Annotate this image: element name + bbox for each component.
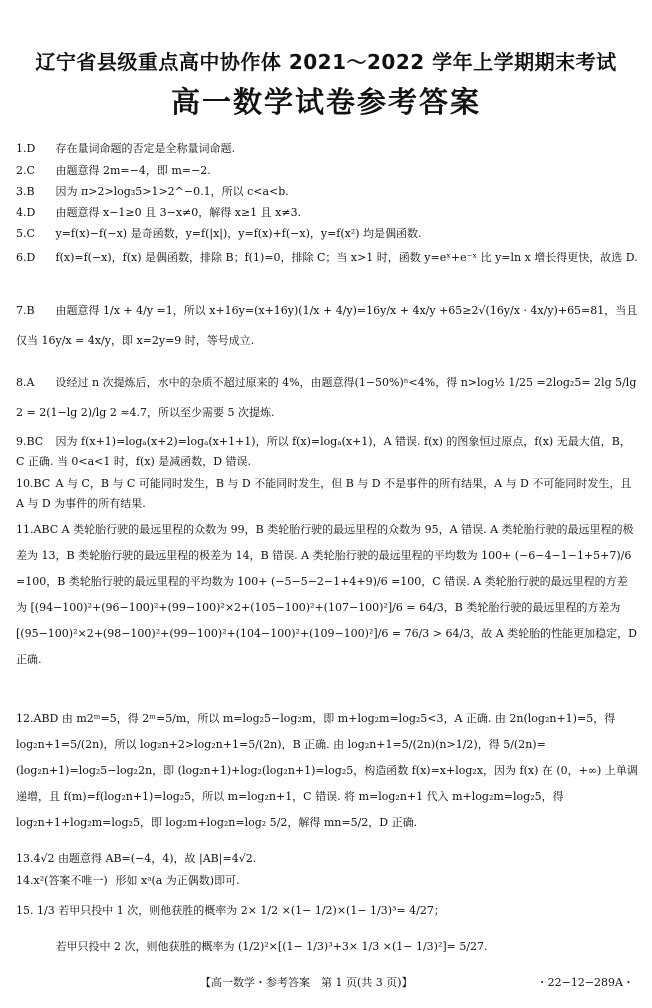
answer-6 [16, 248, 638, 268]
answer-4-text: 由题意得 x−1≥0 且 3−x≠0，解得 x≥1 且 x≠3. [55, 206, 302, 219]
answer-13-text: 由题意得 AB=(−4，4)，故 |AB|=4√2. [58, 852, 257, 865]
answer-14-number: 14.x²(答案不唯一) [16, 874, 108, 887]
answer-5 [16, 227, 638, 241]
answer-10-number: 10.BC [16, 477, 51, 490]
answer-1-text: 存在量词命题的否定是全称量词命题. [55, 142, 235, 155]
answer-15-continued-text: 若甲只投中 2 次，则他获胜的概率为 (1/2)²×[(1− 1/3)³+3× 1/3 ×(1− 1/3)²]= 5/27. [55, 940, 488, 953]
answer-8 [16, 368, 638, 428]
answer-13 [16, 852, 638, 866]
answer-4 [16, 206, 638, 220]
answer-1 [16, 142, 638, 156]
answer-12 [16, 706, 638, 836]
answer-3 [16, 185, 638, 199]
answer-15 [16, 904, 638, 918]
answer-6-number: 6.D [16, 251, 36, 264]
answer-3-number: 3.B [16, 185, 35, 198]
answer-9-number: 9.BC [16, 435, 44, 448]
answer-2-text: 由题意得 2m=−4，即 m=−2. [55, 164, 211, 177]
answer-15-continued [16, 940, 638, 954]
answer-6-text: f(x)=f(−x)，f(x) 是偶函数，排除 B；f(1)=0，排除 C；当 x>1 时，函数 y=eˣ+e⁻ˣ 比 y=ln x 增长得更快，故选 D. [55, 251, 638, 264]
answer-10-text: A 与 C，B 与 C 可能同时发生，B 与 D 不能同时发生，但 B 与 D 不是事件的所有结果，A 与 D 不可能同时发生，且 A 与 D 为事件的所有结果. [16, 477, 632, 510]
answer-3-text: 因为 π>2>log₃5>1>2^−0.1，所以 c<a<b. [55, 185, 289, 198]
answer-15-number: 15. 1/3 [16, 904, 55, 917]
answer-13-number: 13.4√2 [16, 852, 55, 865]
answer-8-number: 8.A [16, 376, 35, 389]
answer-9 [16, 432, 638, 472]
answer-14 [16, 874, 638, 888]
answer-7 [16, 296, 638, 356]
answer-12-number: 12.ABD [16, 712, 59, 725]
answer-8-text: 设经过 n 次提炼后，水中的杂质不超过原来的 4%，由题意得(1−50%)ⁿ<4%，得 n>log½ 1/25 =2log₂5= 2lg 5/lg 2 = 2(1−lg 2)/lg 2 ≈4.7，所以至少需要 5 次提炼. [16, 376, 637, 419]
answer-2-number: 2.C [16, 164, 35, 177]
answer-10 [16, 474, 638, 514]
footer-code: ・22−12−289A・ [536, 976, 634, 989]
answer-2 [16, 164, 638, 178]
answer-9-text: 因为 f(x+1)=logₐ(x+2)=logₐ(x+1+1)，所以 f(x)=logₐ(x+1)，A 错误. f(x) 的图象恒过原点，f(x) 无最大值，B，C 正确. 当 0<a<1 时，f(x) 是减函数，D 错误. [16, 435, 631, 468]
answer-1-number: 1.D [16, 142, 36, 155]
answer-15-text: 若甲只投中 1 次，则他获胜的概率为 2× 1/2 ×(1− 1/2)×(1− 1/3)³= 4/27； [58, 904, 445, 917]
answer-7-number: 7.B [16, 304, 35, 317]
exam-title: 辽宁省县级重点高中协作体 2021～2022 学年上学期期末考试 [35, 50, 617, 74]
answer-11-number: 11.ABC [16, 523, 59, 536]
answer-4-number: 4.D [16, 206, 36, 219]
answer-7-text: 由题意得 1/x + 4/y =1，所以 x+16y=(x+16y)(1/x + 4/y)=16y/x + 4x/y +65≥2√(16y/x · 4x/y)+65=81，当且仅当 16y/x = 4x/y，即 x=2y=9 时，等号成立. [16, 304, 638, 347]
answer-12-text: 由 m2ᵐ=5，得 2ᵐ=5/m，所以 m=log₂5−log₂m，即 m+log₂m=log₂5<3，A 正确. 由 2n(log₂n+1)=5，得 log₂n+1=5/(2n)，所以 log₂n+2>log₂n+1=5/(2n)，B 正确. 由 log₂n+1=5/(2n)(n>1/2)，得 5/(2n)=(log₂n+1)=log₂5−log₂2n，即 (log₂n+1)+log₂(log₂n+1)=log₂5，构造函数 f(x)=x+log₂x，因为 f(x) 在 (0，+∞) 上单调递增，且 f(m)=f(log₂n+1)=log₂5，所以 m=log₂n+1，C 错误. 将 m=log₂n+1 代入 m+log₂m=log₂5，得 log₂n+1+log₂m=log₂5，即 log₂m+log₂n=log₂ 5/2，解得 mn=5/2，D 正确. [16, 712, 638, 829]
footer-page-info: 【高一数学・参考答案 第 1 页(共 3 页)】 [200, 976, 413, 989]
answer-11-text: A 类轮胎行驶的最远里程的众数为 99，B 类轮胎行驶的最远里程的众数为 95，A 错误. A 类轮胎行驶的最远里程的极差为 13，B 类轮胎行驶的最远里程的极差为 14，B 错误. A 类轮胎行驶的最远里程的平均数为 100+ (−6−4−1−1+5+7)/6 =100，B 类轮胎行驶的最远里程的平均数为 100+ (−5−5−2−1+4+9)/6 =100，C 错误. A 类轮胎行驶的最远里程的方差为 [(94−100)²+(96−100)²+(99−100)²×2+(105−100)²+(107−100)²]/6 = 64/3，B 类轮胎行驶的最远里程的方差为 [(95−100)²×2+(98−100)²+(99−100)²+(104−100)²+(109−100)²]/6 = 76/3 > 64/3，故 A 类轮胎的性能更加稳定，D 正确. [16, 523, 637, 666]
answer-11 [16, 517, 638, 673]
answer-key-title: 高一数学试卷参考答案 [170, 85, 481, 119]
answer-5-number: 5.C [16, 227, 35, 240]
answer-5-text: y=f(x)−f(−x) 是奇函数，y=f(|x|)，y=f(x)+f(−x)，y=f(x²) 均是偶函数. [55, 227, 422, 240]
answer-14-text: 形如 xᵃ(a 为正偶数)即可. [115, 874, 240, 887]
